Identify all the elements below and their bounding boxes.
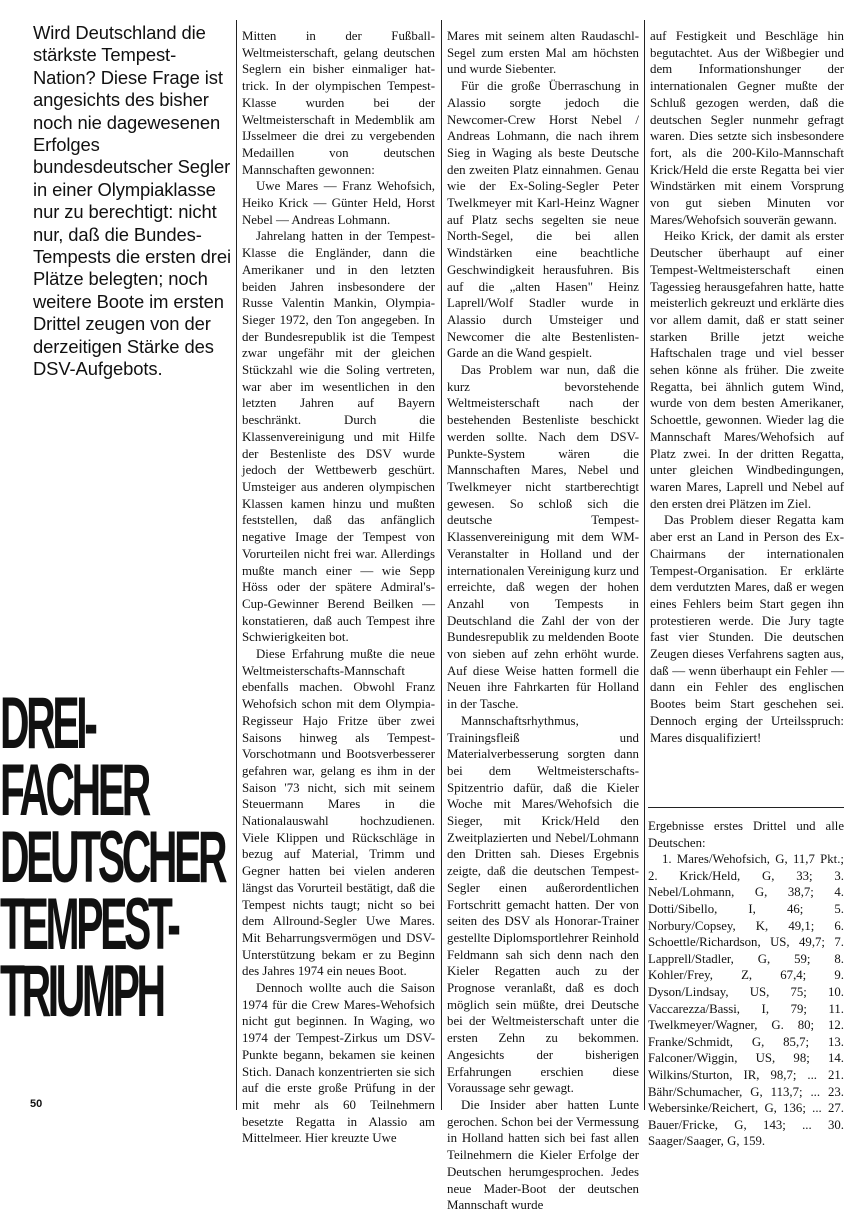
- headline-line: DEUTSCHER: [0, 817, 225, 898]
- paragraph: Für die große Überraschung in Alassio sorgte jedoch die Newcomer-Crew Horst Nebel / Andreas Lohmann, die nach ihrem Sieg in Waging als beste Deutsche den zweiten Platz einnahmen. Genau wie der Ex-Soling-Segler Peter Twelkmeyer mit Karl-Heinz Wagner auf Platz sechs segelten sie neue North-Segel, die bei allen Windstärken eine beachtliche Geschwindigkeit herausfuhren. Bis auf die „alten Hasen" Heinz Laprell/Wolf Stadler wurde in Alassio durch Umsteiger und Newcomer die alte Bestenlisten-Garde an die Wand gespielt.: [447, 79, 639, 361]
- paragraph: Das Problem dieser Regatta kam aber erst an Land in Person des Ex-Chairmans der internationalen Tempest-Organisation. Er erklärte dem verdutzten Mares, daß er wegen eines Fehlers beim Start gegen ihn protestieren werde. Die Jury tagte fast vier Stunden. Die deutschen Zeugen dieses Verfahrens sagten aus, daß — wenn überhaupt ein Fehler — dann ein Fehler des englischen Bootes beim Start geschehen sei. Dennoch erging der Urteilsspruch: Mares disqualifiziert!: [650, 513, 844, 745]
- results-heading: Ergebnisse erstes Drittel und alle Deutschen:: [648, 819, 844, 850]
- paragraph: Dennoch wollte auch die Saison 1974 für die Crew Mares-Wehofsich nicht gut beginnen. In Waging, wo 1974 der Tempest-Zirkus um DSV-Punkte begann, bekamen sie keinen Stich. Danach konzentrierten sie sich auf die erste große Prüfung in der mit mehr als 60 Teilnehmern besetzte Regatta in Alassio am Mittelmeer. Hier kreuzte Uwe: [242, 981, 435, 1146]
- paragraph: Mares mit seinem alten Raudaschl-Segel zum ersten Mal am höchsten und wurde Siebenter.: [447, 29, 639, 77]
- page-number: 50: [30, 1098, 43, 1110]
- column-divider: [644, 20, 645, 1110]
- headline-line: DREI-: [0, 683, 95, 764]
- paragraph: Mitten in der Fußball-Weltmeisterschaft, gelang deutschen Seglern ein bisher einmaliger hat-trick. In der olympischen Tempest-Klasse wurden bei der Weltmeisterschaft in Medemblik am IJsselmeer die drei zu vergebenden Medaillen von deutschen Mannschaften gewonnen:: [242, 29, 435, 177]
- paragraph: Diese Erfahrung mußte die neue Weltmeisterschafts-Mannschaft ebenfalls machen. Obwohl Franz Wehofsich schon mit dem Olympia-Regisseur Hajo Fritze über zwei Saisons hinweg als Tempest-Vorschotmann und Bootsverbesserer gefahren war, gelang es ihm in der Saison '73 nicht, sich mit seinem Steuermann Mares in die Nationalauswahl hochzudienen. Viele Klippen und Rückschläge in bezug auf Material, Trimm und Gegner hatten bei vielen anderen längst das Vorurteil bestätigt, daß die Tempest nichts taugt; nicht so bei dem Allround-Segler Uwe Mares. Mit Beharrungsvermögen und DSV-Unterstützung bekam er zu Beginn des Jahres 1974 ein neues Boot.: [242, 647, 435, 979]
- results-list: 1. Mares/Wehofsich, G, 11,7 Pkt.; 2. Krick/Held, G, 33; 3. Nebel/Lohmann, G, 38,7; 4. Dotti/Sibello, I, 46; 5. Norbury/Copsey, K, 49,1; 6. Schoettle/Richardson, US, 49,7; 7. Lapprell/Stadler, G, 59; 8. Kohler/Frey, Z, 67,4; 9. Dyson/Lindsay, US, 75; 10. Vaccarezza/Bassi, I, 79; 11. Twelkmeyer/Wagner, G. 80; 12. Franke/Schmidt, G, 85,7; 13. Falconer/Wiggin, US, 98; 14. Wilkins/Sturton, IR, 98,7; ... 21. Bähr/Schumacher, G, 113,7; ... 23. Webersinke/Reichert, G, 136; ... 27. Bauer/Fricke, G, 143; ... 30. Saager/Saager, G, 159.: [648, 852, 844, 1149]
- paragraph: Mannschaftsrhythmus, Trainingsfleiß und Materialverbesserung sorgten dann bei dem Weltmeisterschafts-Spitzentrio dafür, daß die Kieler Woche mit Mares/Wehofsich die Sieger, mit Krick/Held den Zweitplazierten und Nebel/Lohmann den Dritten sah. Dieses Ergebnis zeigte, daß die deutschen Tempest-Segler einen außerordentlichen Fortschritt gemacht hatten. Der von seiten des DSV als Honorar-Trainer gestellte Diplomsportlehrer Reinhold Feldmann sah sich denn nach den Kieler Regatten auch zu der Prognose veranlaßt, daß es doch möglich sein müßte, drei Deutsche bei der Weltmeisterschaft unter die ersten Zehn zu bekommen. Angesichts der bisherigen Erfahrungen erschien diese Voraussage sehr gewagt.: [447, 713, 639, 1096]
- headline-line: TEMPEST-: [0, 884, 178, 965]
- article-column-2: [447, 28, 639, 1214]
- paragraph: Uwe Mares — Franz Wehofsich, Heiko Krick — Günter Held, Horst Nebel — Andreas Lohmann.: [242, 179, 435, 227]
- article-column-3: [650, 28, 844, 746]
- results-box: [648, 818, 844, 1150]
- paragraph: auf Festigkeit und Beschläge hin begutachtet. Aus der Wißbegier und dem Informationshunger der internationalen Gegner mußte der Schluß gezogen werden, daß die deutschen Segler nunmehr gefragt waren. Dies setzte sich insbesondere fort, als die 200-Kilo-Mannschaft Krick/Held die erste Regatta bei vier Windstärken mit einem Vorsprung von gut sieben Minuten vor Mares/Wehofsich souverän gewann.: [650, 29, 844, 227]
- headline-line: FACHER: [0, 750, 148, 831]
- headline-line: TRIUMPH: [0, 951, 163, 1032]
- paragraph: Das Problem war nun, daß die kurz bevorstehende Weltmeisterschaft nach der bestehenden Bestenliste beschickt werden sollte. Nach dem DSV-Punkte-System wären die Mannschaften Mares, Nebel und Twelkmeyer nicht startberechtigt gewesen. So schloß sich die deutsche Tempest-Klassenvereinigung mit dem WM-Veranstalter in Holland und der internationalen Vereinigung kurz und erreichte, daß wegen der hohen Anzahl von Tempests in Deutschland die Zahl der von der Bundesrepublik zu meldenden Boote von sieben auf zehn erhöht wurde. Auf diese Weise hatten formell die Neuen ihre Fahrkarten für Holland in der Tasche.: [447, 363, 639, 712]
- paragraph: Jahrelang hatten in der Tempest-Klasse die Engländer, dann die Amerikaner und in den letzten beiden Jahren insbesondere der Russe Valentin Mankin, Olympia-Sieger 1972, den Ton angegeben. In der Bundesrepublik ist die Tempest zwar ungefähr mit der gleichen Stückzahl wie die Soling vertreten, war aber im wesentlichen in den letzten Jahren auf Bayern beschränkt. Durch die Klassenvereinigung und mit Hilfe der Bestenliste des DSV wurde jedoch der Wettbewerb geschürt. Umsteiger aus anderen olympischen Klassen kamen hinzu und mußten feststellen, daß das anfänglich negative Image der Tempest von Vorurteilen nicht frei war. Allerdings mußte manch einer — wie Sepp Höss oder der spätere Admiral's-Cup-Gewinner Berend Beilken — konstatieren, daß auch Tempest ihre Schwierigkeiten bot.: [242, 229, 435, 645]
- column-divider: [236, 20, 237, 1110]
- paragraph: Heiko Krick, der damit als erster Deutscher überhaupt auf einer Tempest-Weltmeisterschaft einen Tagessieg herausgefahren hatte, hatte meisterlich gekreuzt und erklärte dies vor allem damit, daß er statt seiner starken Brille jetzt weiche Haftschalen trage und viel besser sehen könne als früher. Die zweite Regatta, bei ähnlich gutem Wind, wurde von dem besten Amerikaner, Schoettle, gewonnen. Wieder lag die Mannschaft Mares/Wehofsich auf Platz zwei. In der dritten Regatta, unter gleichen Windbedingungen, waren Mares, Laprell und Nebel auf den ersten drei Plätzen im Ziel.: [650, 229, 844, 511]
- headline: [0, 683, 225, 1032]
- column-divider: [441, 20, 442, 1110]
- article-column-1: [242, 28, 435, 1147]
- paragraph: Die Insider aber hatten Lunte gerochen. Schon bei der Vermessung in Holland hatten sich bei fast allen Teilnehmern die Kieler Erfolge der Deutschen herumgesprochen. Jedes neue Mader-Boot der deutschen Mannschaft wurde: [447, 1098, 639, 1213]
- intro-deck: Wird Deutschland die stärkste Tempest-Nation? Diese Frage ist angesichts des bisher noch nie dagewesenen Erfolges bundesdeutscher Segler in einer Olympiaklasse nur zu berechtigt: nicht nur, daß die Bundes-Tempests die ersten drei Plätze belegten; noch weitere Boote im ersten Drittel zeugen von der derzeitigen Stärke des DSV-Aufgebots.: [33, 22, 231, 380]
- results-divider: [648, 807, 844, 808]
